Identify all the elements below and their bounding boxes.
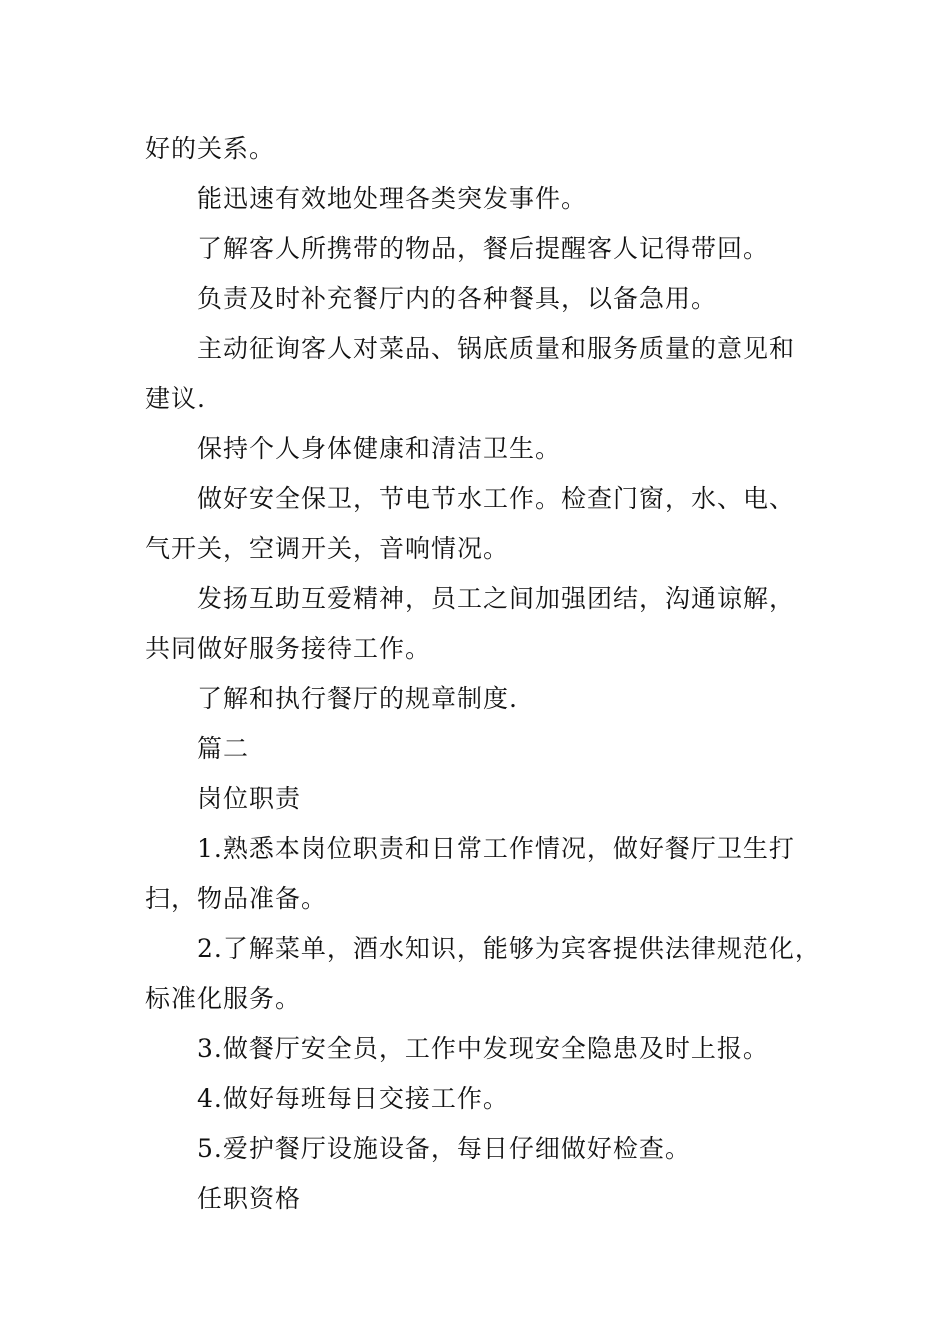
text-line: 扫，物品准备。 — [145, 884, 328, 913]
section-heading: 岗位职责 — [197, 784, 302, 813]
text-line: 负责及时补充餐厅内的各种餐具，以备急用。 — [197, 284, 718, 313]
text-line: 能迅速有效地处理各类突发事件。 — [197, 184, 588, 213]
text-line: 了解和执行餐厅的规章制度. — [197, 684, 518, 713]
document-body — [145, 124, 821, 1224]
list-item: 2.了解菜单，酒水知识，能够为宾客提供法律规范化， — [197, 934, 821, 963]
text-line: 发扬互助互爱精神，员工之间加强团结，沟通谅解， — [197, 584, 796, 613]
text-line: 标准化服务。 — [145, 984, 302, 1013]
list-item: 3.做餐厅安全员，工作中发现安全隐患及时上报。 — [197, 1034, 769, 1063]
text-line: 主动征询客人对菜品、锅底质量和服务质量的意见和 — [197, 334, 796, 363]
text-line: 气开关，空调开关，音响情况。 — [145, 534, 510, 563]
text-line: 好的关系。 — [145, 134, 276, 163]
text-line: 了解客人所携带的物品，餐后提醒客人记得带回。 — [197, 234, 770, 263]
list-item: 1.熟悉本岗位职责和日常工作情况，做好餐厅卫生打 — [197, 834, 795, 863]
text-line: 共同做好服务接待工作。 — [145, 634, 432, 663]
section-heading: 任职资格 — [197, 1184, 302, 1213]
text-line: 做好安全保卫，节电节水工作。检查门窗，水、电、 — [197, 484, 796, 513]
section-heading: 篇二 — [197, 734, 250, 763]
text-line: 建议. — [145, 384, 206, 413]
text-line: 保持个人身体健康和清洁卫生。 — [197, 434, 562, 463]
list-item: 4.做好每班每日交接工作。 — [197, 1084, 509, 1113]
list-item: 5.爱护餐厅设施设备，每日仔细做好检查。 — [197, 1134, 691, 1163]
